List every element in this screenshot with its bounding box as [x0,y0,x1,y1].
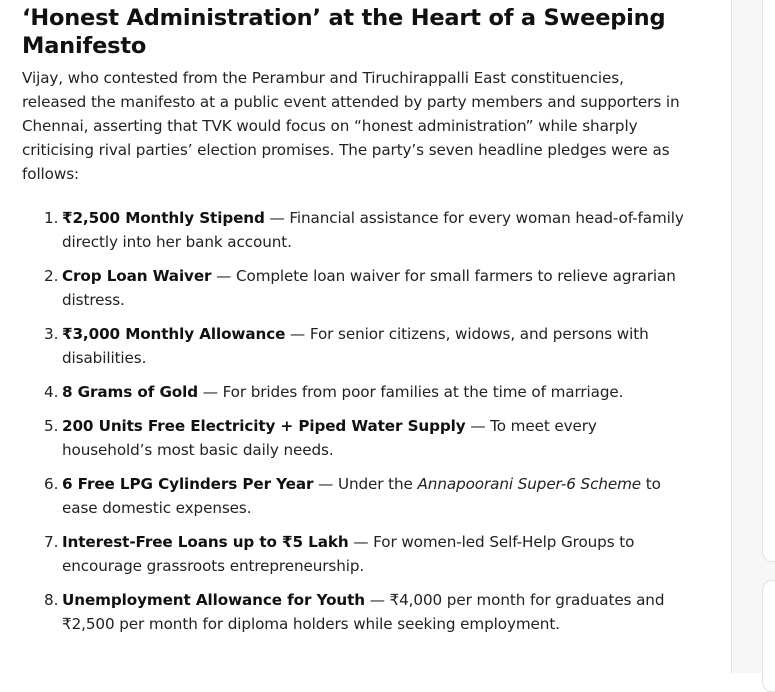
pledge-number: 3. [44,325,59,343]
pledge-item [44,588,687,636]
pledge-list [22,206,687,636]
pledge-number: 2. [44,267,59,285]
pledge-number: 5. [44,417,59,435]
scheme-name: Annapoorani Super-6 Scheme [417,475,642,493]
pledge-title: Interest-Free Loans up to ₹5 Lakh [62,533,349,551]
sidebar-card[interactable] [762,0,775,562]
pledge-text: — Complete loan waiver for small farmers to relieve agrarian distress. [62,267,676,309]
pledge-text-after: to ease domestic expenses. [62,475,661,517]
pledge-number: 6. [44,475,59,493]
pledge-text: — For women-led Self-Help Groups to encourage grassroots entrepreneurship. [62,533,635,575]
pledge-text: — Financial assistance for every woman head-of-family directly into her bank account. [62,209,684,251]
pledge-title: 200 Units Free Electricity + Piped Water Supply [62,417,466,435]
pledge-item [44,264,687,312]
pledge-item [44,414,687,462]
pledge-number: 7. [44,533,59,551]
pledge-item [44,472,687,520]
intro-paragraph: Vijay, who contested from the Perambur and Tiruchirappalli East constituencies, released the manifesto at a public event attended by party members and supporters in Chennai, asserting that TVK would focus on “honest administration” while sharply criticising rival parties’ election promises. The party’s seven headline pledges were as follows: [22,69,680,183]
pledge-text: — Under the [313,475,418,493]
pledge-title: ₹2,500 Monthly Stipend [62,209,265,227]
pledge-item [44,206,687,254]
pledge-title: Unemployment Allowance for Youth [62,591,365,609]
article-body [22,4,687,646]
pledge-title: ₹3,000 Monthly Allowance [62,325,286,343]
pledge-number: 1. [44,209,59,227]
pledge-title: 8 Grams of Gold [62,383,199,401]
pledge-item [44,322,687,370]
pledge-text: — ₹4,000 per month for graduates and ₹2,500 per month for diploma holders while seeking employment. [62,591,665,633]
pledge-text: — For senior citizens, widows, and persons with disabilities. [62,325,649,367]
pledge-text: — To meet every household’s most basic daily needs. [62,417,597,459]
pledge-title: Crop Loan Waiver [62,267,212,285]
pledge-item [44,530,687,578]
pledge-number: 4. [44,383,59,401]
pledge-text: — For brides from poor families at the time of marriage. [198,383,624,401]
pledge-item [44,380,687,404]
sidebar-card[interactable] [762,580,775,692]
pledge-number: 8. [44,591,59,609]
pledge-title: 6 Free LPG Cylinders Per Year [62,475,314,493]
section-heading: ‘Honest Administration’ at the Heart of a Sweeping Manifesto [22,5,666,59]
